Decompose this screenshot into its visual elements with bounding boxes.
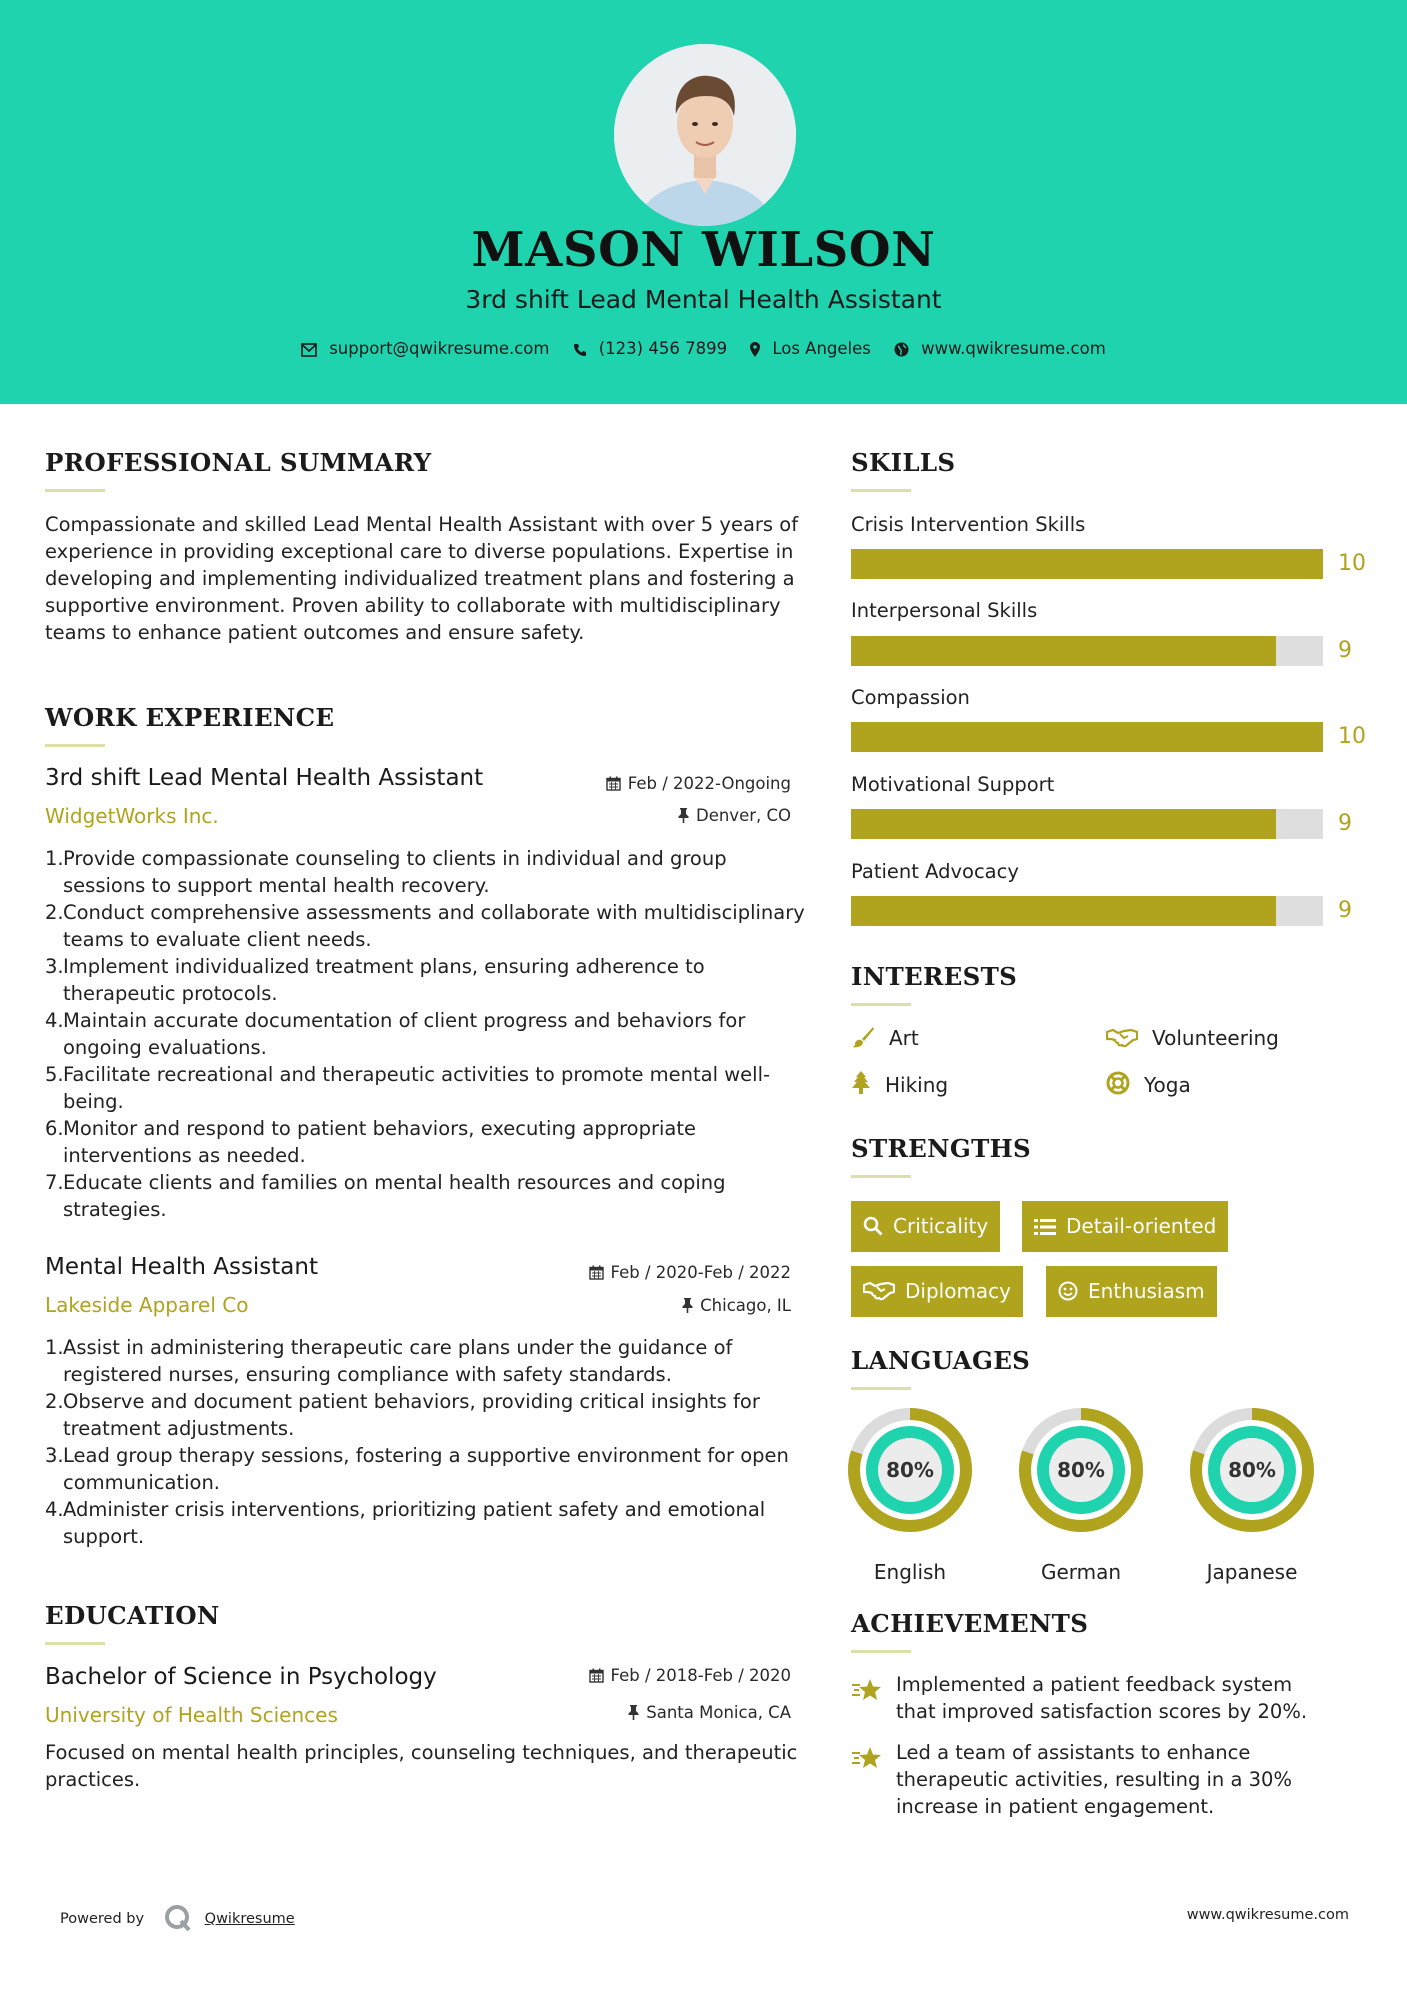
list-item: 3. Lead group therapy sessions, fostering a supportive environment for open communication.	[45, 1444, 789, 1494]
skill-bar-fill	[851, 809, 1276, 839]
strengths-heading: STRENGTHS	[851, 1134, 1032, 1163]
contact-website[interactable]: www.qwikresume.com	[894, 339, 1106, 358]
job-title: Mental Health Assistant	[45, 1254, 319, 1280]
skill-bar	[851, 722, 1323, 752]
skill-bar	[851, 549, 1323, 579]
phone-icon	[573, 343, 587, 357]
strengths-underline	[851, 1175, 911, 1178]
contact-phone[interactable]: (123) 456 7899	[573, 339, 727, 358]
skill-value: 9	[1338, 638, 1352, 663]
list-item: 6. Monitor and respond to patient behaviors, executing appropriate interventions as needed.	[45, 1117, 697, 1167]
job-title: 3rd shift Lead Mental Health Assistant	[45, 765, 484, 791]
skill-bar	[851, 809, 1323, 839]
list-item: 7. Educate clients and families on mental health resources and coping strategies.	[45, 1171, 726, 1221]
skill-bar	[851, 636, 1323, 666]
achievement-icon	[851, 1745, 883, 1775]
list-item: 4. Maintain accurate documentation of client progress and behaviors for ongoing evaluations.	[45, 1009, 746, 1059]
pushpin-icon	[678, 807, 689, 823]
map-pin-icon	[750, 342, 760, 357]
handshake-icon	[1106, 1028, 1138, 1048]
candidate-title: 3rd shift Lead Mental Health Assistant	[465, 285, 942, 314]
language-percent: 80%	[1228, 1458, 1276, 1482]
achievement-text: Implemented a patient feedback system that improved satisfaction scores by 20%.	[896, 1673, 1308, 1723]
strength-tag: Criticality	[851, 1201, 1000, 1252]
list-item: 1. Provide compassionate counseling to clients in individual and group sessions to support mental health recovery.	[45, 847, 727, 897]
language-name: Japanese	[1206, 1560, 1298, 1584]
education-underline	[45, 1642, 105, 1645]
company-name: WidgetWorks Inc.	[45, 804, 219, 828]
skill-label: Patient Advocacy	[851, 860, 1019, 883]
skill-label: Compassion	[851, 686, 970, 709]
education-heading: EDUCATION	[45, 1601, 220, 1630]
contact-location: Los Angeles	[750, 339, 871, 358]
job-bullets	[45, 845, 805, 1223]
list-item: 5. Facilitate recreational and therapeutic activities to promote mental well-being.	[45, 1063, 771, 1113]
lifering-icon	[1106, 1071, 1130, 1095]
resume-header	[0, 0, 1407, 404]
qwikresume-logo-icon	[163, 1903, 193, 1933]
experience-underline	[45, 744, 105, 747]
language-item	[848, 1408, 972, 1584]
list-item: 4. Administer crisis interventions, prioritizing patient safety and emotional support.	[45, 1498, 766, 1548]
skill-bar-fill	[851, 549, 1323, 579]
languages-underline	[851, 1387, 911, 1390]
achievement-text: Led a team of assistants to enhance therapeutic activities, resulting in a 30% increase in patient engagement.	[896, 1741, 1292, 1818]
globe-icon	[894, 342, 909, 357]
candidate-name: MASON WILSON	[471, 222, 936, 278]
envelope-icon	[301, 343, 317, 357]
interest-item: Art	[851, 1026, 919, 1050]
language-percent: 80%	[1057, 1458, 1105, 1482]
summary-text: Compassionate and skilled Lead Mental Health Assistant with over 5 years of experience in providing exceptional care to diverse populations. Expertise in developing and implementing individualized treatment plans and fostering a supportive environment. Proven ability to collaborate with multidisciplinary teams to enhance patient outcomes and ensure safety.	[45, 513, 799, 644]
calendar-icon	[589, 1668, 604, 1683]
handshake-icon	[863, 1281, 895, 1301]
languages-heading: LANGUAGES	[851, 1346, 1031, 1375]
language-name: English	[873, 1560, 947, 1584]
strength-tag: Detail-oriented	[1022, 1201, 1228, 1252]
job-dates: Feb / 2020-Feb / 2022	[589, 1263, 791, 1282]
tree-icon	[851, 1071, 871, 1095]
summary-underline	[45, 489, 105, 492]
skill-bar-fill	[851, 722, 1323, 752]
language-percent: 80%	[886, 1458, 934, 1482]
company-name: Lakeside Apparel Co	[45, 1293, 249, 1317]
star-badge-icon	[851, 1745, 883, 1771]
school-name: University of Health Sciences	[45, 1703, 338, 1727]
skill-bar-fill	[851, 896, 1276, 926]
language-donut	[1190, 1408, 1314, 1532]
paintbrush-icon	[851, 1026, 875, 1048]
skill-label: Motivational Support	[851, 773, 1055, 796]
education-dates: Feb / 2018-Feb / 2020	[589, 1666, 791, 1685]
skills-heading: SKILLS	[851, 448, 956, 477]
interests-underline	[851, 1003, 911, 1006]
profile-photo	[614, 44, 796, 226]
strength-tag: Diplomacy	[851, 1266, 1023, 1317]
job-dates: Feb / 2022-Ongoing	[606, 774, 791, 793]
smile-icon	[1058, 1281, 1078, 1301]
interest-item: Volunteering	[1106, 1026, 1279, 1050]
interest-item: Hiking	[851, 1071, 948, 1097]
skill-value: 9	[1338, 898, 1352, 923]
skill-bar-fill	[851, 636, 1276, 666]
interest-item: Yoga	[1106, 1071, 1191, 1097]
list-item: 1. Assist in administering therapeutic care plans under the guidance of registered nurses, ensuring compliance with safety standards.	[45, 1336, 733, 1386]
star-badge-icon	[851, 1677, 883, 1703]
education-description: Focused on mental health principles, counseling techniques, and therapeutic practices.	[45, 1741, 798, 1791]
experience-heading: WORK EXPERIENCE	[45, 703, 335, 732]
search-icon	[863, 1216, 883, 1236]
footer-website[interactable]: www.qwikresume.com	[1186, 1907, 1349, 1923]
calendar-icon	[606, 776, 621, 791]
list-item: 2. Observe and document patient behaviors, providing critical insights for treatment adjustments.	[45, 1390, 760, 1440]
language-name: German	[1040, 1560, 1122, 1584]
degree-title: Bachelor of Science in Psychology	[45, 1664, 437, 1690]
skill-value: 10	[1338, 724, 1366, 749]
footer-powered-by: Powered by Qwikresume	[60, 1903, 295, 1933]
skills-underline	[851, 489, 911, 492]
pushpin-icon	[628, 1704, 639, 1720]
language-donut	[1019, 1408, 1143, 1532]
achievements-heading: ACHIEVEMENTS	[851, 1609, 1089, 1638]
job-location: Chicago, IL	[682, 1296, 791, 1315]
skill-bar	[851, 896, 1323, 926]
skill-value: 10	[1338, 551, 1366, 576]
education-location: Santa Monica, CA	[628, 1703, 791, 1722]
summary-heading: PROFESSIONAL SUMMARY	[45, 448, 432, 477]
footer-brand-link[interactable]: Qwikresume	[204, 1911, 295, 1927]
pushpin-icon	[682, 1297, 693, 1313]
skill-value: 9	[1338, 811, 1352, 836]
list-item: 2. Conduct comprehensive assessments and collaborate with multidisciplinary teams to evaluate client needs.	[45, 901, 805, 951]
interests-heading: INTERESTS	[851, 962, 1018, 991]
calendar-icon	[589, 1265, 604, 1280]
job-bullets	[45, 1334, 805, 1550]
strength-tag: Enthusiasm	[1046, 1266, 1217, 1317]
language-item	[1019, 1408, 1143, 1584]
contact-email[interactable]: support@qwikresume.com	[301, 339, 549, 358]
job-location: Denver, CO	[678, 806, 791, 825]
language-donut	[848, 1408, 972, 1532]
skill-label: Interpersonal Skills	[851, 599, 1038, 622]
achievements-underline	[851, 1650, 911, 1653]
skill-label: Crisis Intervention Skills	[851, 513, 1086, 536]
list-icon	[1034, 1218, 1056, 1236]
language-item	[1190, 1408, 1314, 1584]
contact-bar	[0, 338, 1407, 358]
list-item: 3. Implement individualized treatment plans, ensuring adherence to therapeutic protocols.	[45, 955, 705, 1005]
achievement-icon	[851, 1677, 883, 1707]
